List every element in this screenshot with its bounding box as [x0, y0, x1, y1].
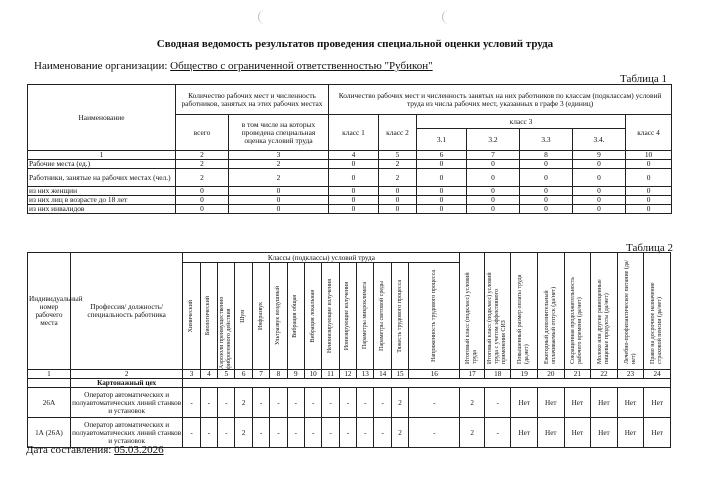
col-number: 1: [28, 370, 71, 379]
cell-value: -: [374, 418, 391, 448]
h-extra-label: Повышенный размер оплаты труда (да,нет): [517, 274, 531, 364]
h-factor-column: [183, 263, 200, 370]
org-label: Наименование организации:: [34, 60, 168, 72]
row-name: Рабочие места (ед.): [28, 160, 176, 169]
h-factor-label: Ионизирующие излучения: [344, 281, 351, 351]
h-extra-column: [484, 253, 511, 370]
results-table: [27, 252, 671, 448]
h-factor-column: [200, 263, 217, 370]
cell-value: -: [183, 388, 200, 418]
organization-line: [34, 60, 433, 72]
cell-value: 0: [467, 187, 520, 196]
cell-value: 0: [229, 187, 329, 196]
col-number: 13: [357, 370, 374, 379]
col-number: 21: [564, 370, 591, 379]
cell-value: 0: [520, 187, 573, 196]
h-extra-label: Молоко или другие равноценные пищевые продукты (да/нет): [596, 279, 610, 364]
h-extra-column: [460, 253, 485, 370]
cell-value: Нет: [591, 418, 618, 448]
cell-value: 0: [626, 169, 672, 187]
scan-mark: [258, 10, 267, 24]
table-row: [28, 169, 672, 187]
cell-value: 0: [626, 196, 672, 205]
cell-value: 0: [329, 205, 379, 214]
h-profession: Профессия/ должность/ специальность работника: [70, 253, 182, 370]
cell-value: 0: [417, 160, 467, 169]
cell-value: 0: [417, 205, 467, 214]
cell-value: -: [183, 418, 200, 448]
cell-value: 0: [379, 196, 417, 205]
col-number: 24: [644, 370, 671, 379]
cell-value: 0: [467, 169, 520, 187]
h-extra-column: [591, 253, 618, 370]
h-factor-label: Инфразвук: [257, 301, 264, 330]
cell-value: Нет: [511, 388, 538, 418]
workplace-id: 26А: [28, 388, 71, 418]
h-factor-label: Шум: [240, 309, 247, 323]
h-factor-label: Химический: [188, 299, 195, 333]
cell-value: -: [374, 388, 391, 418]
h-factor-column: [252, 263, 269, 370]
cell-value: 0: [573, 160, 626, 169]
h-extra-column: [511, 253, 538, 370]
row-name: из них женщин: [28, 187, 176, 196]
cell-value: 0: [520, 169, 573, 187]
col-number: 6: [235, 370, 252, 379]
h-factor-label: Тяжесть трудового процесса: [396, 279, 403, 353]
h-factor-column: [218, 263, 235, 370]
h-extra-label: Итоговый класс (подкласс) условий труда с учетом эффективного применения СИЗ: [487, 272, 508, 364]
h-factor-column: [322, 263, 339, 370]
cell-value: -: [200, 388, 217, 418]
h-factor-label: Напряженность трудового процесса: [430, 270, 437, 362]
cell-value: 0: [573, 205, 626, 214]
cell-value: 0: [329, 196, 379, 205]
cell-value: -: [322, 388, 339, 418]
profession: Оператор автоматических и полуавтоматических линий станков и установок: [70, 418, 182, 448]
h-extra-label: Лечебно-профилактическое питание (да/нет): [623, 259, 637, 364]
h-factor-column: [339, 263, 356, 370]
col-number: 5: [218, 370, 235, 379]
cell-value: 0: [379, 187, 417, 196]
cell-value: 0: [467, 196, 520, 205]
col-number: 6: [417, 151, 467, 160]
h-factor-label: Вибрация общая: [292, 294, 299, 338]
cell-value: 2: [460, 418, 485, 448]
col-number: 20: [538, 370, 565, 379]
h-incl: в том числе на которых проведена специальная оценка условий труда: [229, 115, 329, 151]
cell-value: 0: [329, 187, 379, 196]
col-number: 15: [391, 370, 408, 379]
h-factor-column: [409, 263, 460, 370]
col-number: 16: [409, 370, 460, 379]
summary-table: [27, 84, 672, 214]
compilation-date: [26, 444, 164, 456]
date-label: Дата составления:: [26, 444, 112, 456]
cell-value: 2: [176, 169, 229, 187]
row-name: Работники, занятые на рабочих местах (чел.): [28, 169, 176, 187]
cell-value: 2: [460, 388, 485, 418]
h-factor-column: [235, 263, 252, 370]
h-sub: 3.1: [417, 129, 467, 151]
h-extra-column: [617, 253, 644, 370]
h-sub: 3.2: [467, 129, 520, 151]
cell-value: 0: [626, 205, 672, 214]
col-number: 19: [511, 370, 538, 379]
cell-value: -: [287, 418, 304, 448]
document-title: Сводная ведомость результатов проведения специальной оценки условий труда: [156, 38, 554, 50]
cell-value: 2: [391, 388, 408, 418]
h-factor-label: Параметры световой среды: [379, 281, 386, 351]
cell-value: -: [409, 388, 460, 418]
cell-value: 0: [626, 187, 672, 196]
cell-value: -: [357, 418, 374, 448]
h-factor-label: Неионизирующие излучения: [327, 278, 334, 354]
row-name: из них лиц в возрасте до 18 лет: [28, 196, 176, 205]
cell-value: 0: [520, 205, 573, 214]
h-extra-label: Итоговый класс (подкласс) условий труда: [465, 272, 479, 364]
table1-label: Таблица 1: [620, 73, 668, 85]
col-number: 18: [484, 370, 511, 379]
h-factor-label: Аэрозоли преимущественно фиброгенного действия: [219, 296, 233, 369]
h-workplace-id: Индивидуальный номер рабочего места: [28, 253, 71, 370]
col-number: 3: [183, 370, 200, 379]
h-class3: класс 3: [417, 115, 626, 129]
cell-value: Нет: [591, 388, 618, 418]
col-number: 10: [626, 151, 672, 160]
col-number: 2: [70, 370, 182, 379]
col-number: 10: [304, 370, 321, 379]
cell-value: 0: [573, 187, 626, 196]
table-row: [28, 418, 671, 448]
cell-value: Нет: [511, 418, 538, 448]
h-factor-label: Параметры микроклимата: [361, 282, 368, 350]
cell-value: Нет: [617, 418, 644, 448]
h-sub: 3.4.: [573, 129, 626, 151]
cell-value: 2: [229, 169, 329, 187]
table2-label: Таблица 2: [626, 242, 674, 254]
cell-value: 0: [520, 196, 573, 205]
cell-value: -: [304, 418, 321, 448]
col-number: 2: [176, 151, 229, 160]
cell-value: Нет: [617, 388, 644, 418]
cell-value: 2: [176, 160, 229, 169]
h-factor-label: Биологический: [205, 296, 212, 336]
col-number: 22: [591, 370, 618, 379]
row-name: из них инвалидов: [28, 205, 176, 214]
col-number: 12: [339, 370, 356, 379]
col-number: 7: [467, 151, 520, 160]
cell-value: 0: [379, 205, 417, 214]
cell-value: 0: [229, 205, 329, 214]
workplace-id: 1А (26А): [28, 418, 71, 448]
section-title: Картонажный цех: [70, 379, 182, 388]
cell-value: 0: [467, 205, 520, 214]
h-extra-label: Ежегодный дополнительный оплачиваемый отпуск (да/нет): [543, 286, 557, 364]
cell-value: -: [304, 388, 321, 418]
col-number: 5: [379, 151, 417, 160]
h-class1: класс 1: [329, 115, 379, 151]
cell-value: -: [322, 418, 339, 448]
cell-value: -: [270, 418, 287, 448]
cell-value: 2: [379, 169, 417, 187]
cell-value: -: [339, 418, 356, 448]
cell-value: -: [218, 388, 235, 418]
col-number: 1: [28, 151, 176, 160]
cell-value: 2: [379, 160, 417, 169]
col-number: 8: [520, 151, 573, 160]
cell-value: 0: [417, 187, 467, 196]
h-extra-column: [538, 253, 565, 370]
cell-value: 0: [229, 196, 329, 205]
h-factor-label: Вибрация локальная: [309, 289, 316, 343]
col-number: 3: [229, 151, 329, 160]
col-number: 4: [329, 151, 379, 160]
profession: Оператор автоматических и полуавтоматических линий станков и установок: [70, 388, 182, 418]
cell-value: -: [252, 388, 269, 418]
cell-value: 0: [329, 160, 379, 169]
h-class4: класс 4: [626, 115, 672, 151]
cell-value: -: [357, 388, 374, 418]
col-number: 9: [573, 151, 626, 160]
col-number: 8: [270, 370, 287, 379]
h-factor-column: [374, 263, 391, 370]
cell-value: Нет: [644, 388, 671, 418]
h-total: всего: [176, 115, 229, 151]
cell-value: 2: [235, 388, 252, 418]
h-extra-column: [644, 253, 671, 370]
table-row: [28, 205, 672, 214]
cell-value: Нет: [564, 388, 591, 418]
col-number: 14: [374, 370, 391, 379]
cell-value: 0: [176, 205, 229, 214]
cell-value: Нет: [538, 418, 565, 448]
h-factor-column: [304, 263, 321, 370]
cell-value: 0: [520, 160, 573, 169]
cell-value: 0: [626, 160, 672, 169]
col-number: 9: [287, 370, 304, 379]
cell-value: 0: [467, 160, 520, 169]
cell-value: Нет: [644, 418, 671, 448]
cell-value: -: [270, 388, 287, 418]
table-row: [28, 160, 672, 169]
cell-value: -: [484, 418, 511, 448]
cell-value: 0: [573, 196, 626, 205]
col-number: 17: [460, 370, 485, 379]
h-factor-column: [357, 263, 374, 370]
col-number: 7: [252, 370, 269, 379]
h-sub: 3.3: [520, 129, 573, 151]
cell-value: 2: [391, 418, 408, 448]
cell-value: 0: [417, 196, 467, 205]
table-row: [28, 196, 672, 205]
h-condition-classes: Классы (подклассы) условий труда: [183, 253, 460, 263]
table-row: [28, 388, 671, 418]
cell-value: Нет: [538, 388, 565, 418]
cell-value: 0: [417, 169, 467, 187]
scan-mark: [442, 10, 451, 24]
h-factor-label: Ультразвук воздушный: [274, 286, 281, 346]
h-factor-column: [270, 263, 287, 370]
cell-value: 0: [573, 169, 626, 187]
h-extra-label: Право на досрочное назначение страховой пенсии (да/нет): [650, 282, 664, 364]
cell-value: 2: [235, 418, 252, 448]
h-factor-column: [391, 263, 408, 370]
cell-value: -: [200, 418, 217, 448]
cell-value: -: [218, 418, 235, 448]
org-value: Общество с ограниченной ответственностью "Рубикон": [170, 60, 433, 72]
cell-value: 0: [176, 196, 229, 205]
col-number: 23: [617, 370, 644, 379]
h-extra-column: [564, 253, 591, 370]
cell-value: 0: [329, 169, 379, 187]
cell-value: -: [409, 418, 460, 448]
cell-value: 2: [229, 160, 329, 169]
h-class2: класс 2: [379, 115, 417, 151]
cell-value: -: [287, 388, 304, 418]
cell-value: Нет: [564, 418, 591, 448]
date-value: 05.03.2026: [114, 444, 164, 456]
cell-value: -: [252, 418, 269, 448]
h-extra-label: Сокращенная продолжительность рабочего времени (да/нет): [570, 277, 584, 364]
h-count: Количество рабочих мест и численность работников, занятых на этих рабочих местах: [176, 85, 329, 115]
h-factor-column: [287, 263, 304, 370]
col-number: 4: [200, 370, 217, 379]
h-name: Наименование: [28, 85, 176, 151]
col-number: 11: [322, 370, 339, 379]
cell-value: 0: [176, 187, 229, 196]
cell-value: -: [484, 388, 511, 418]
cell-value: -: [339, 388, 356, 418]
h-classes: Количество рабочих мест и численность занятых на них работников по классам (подклассам) условий труда из числа рабочих мест, указанных в графе 3 (единиц): [329, 85, 672, 115]
